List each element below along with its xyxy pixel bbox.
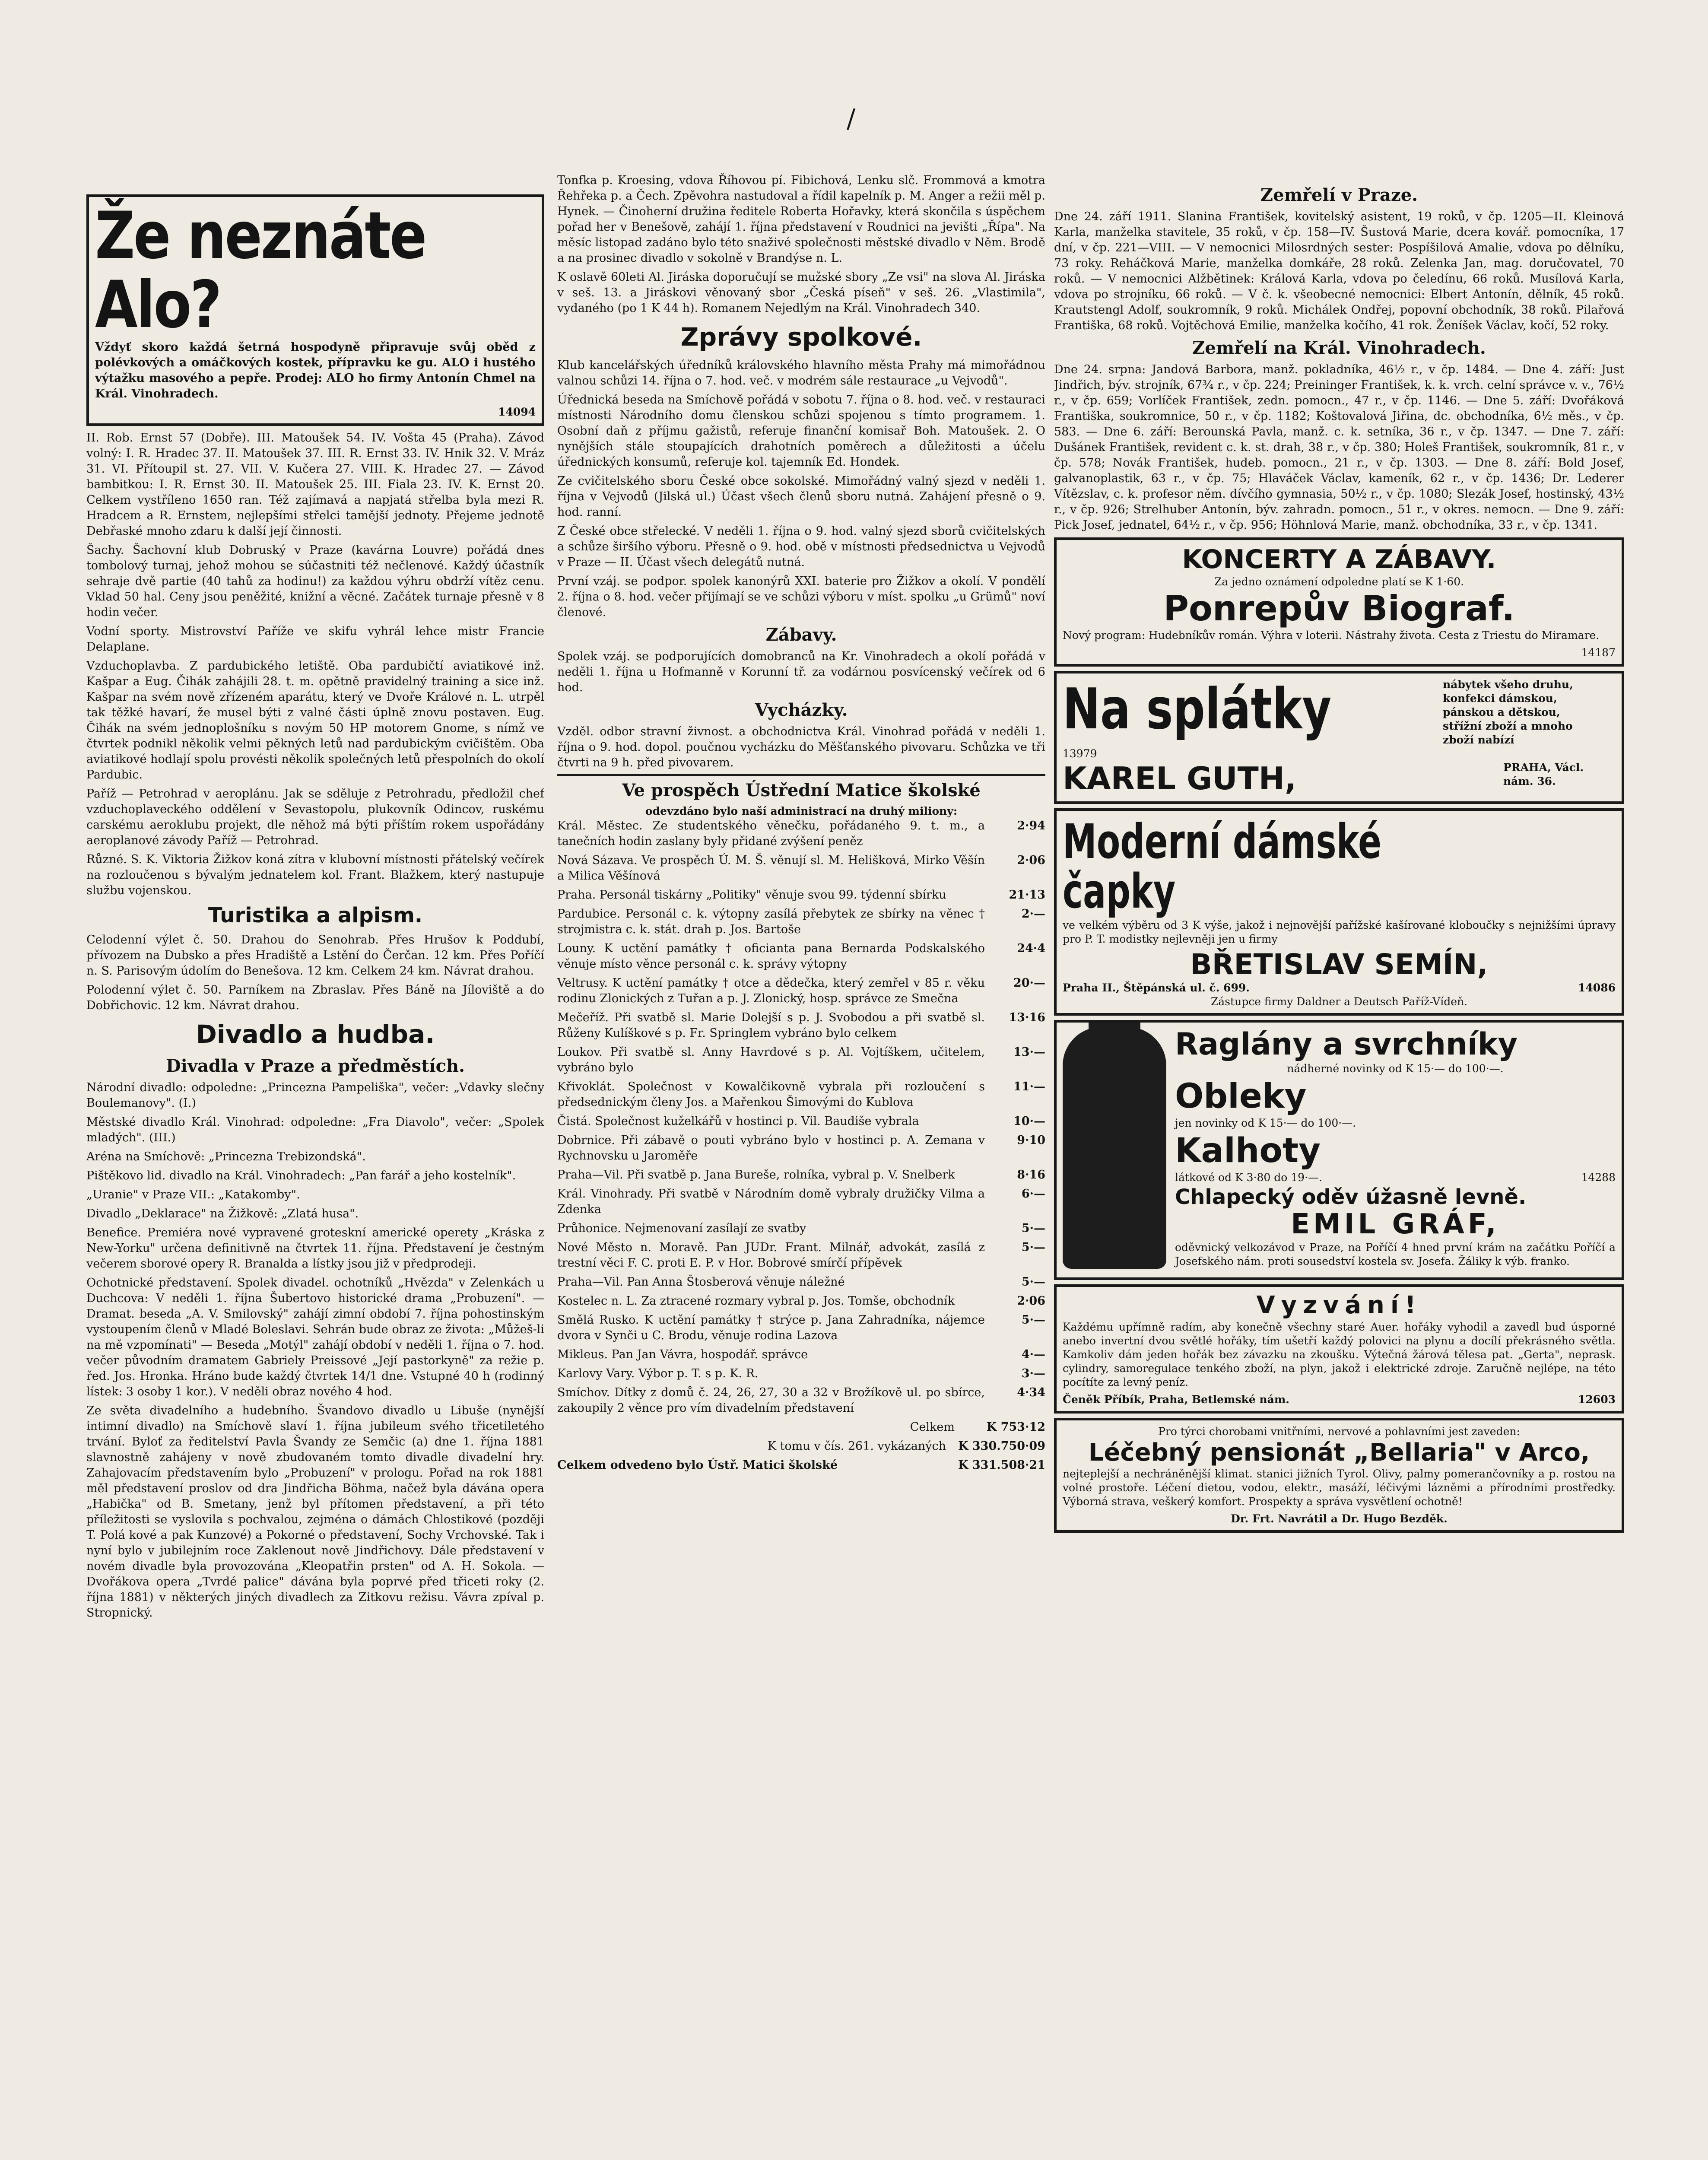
club-news-4: Z České obce střelecké. V neděli 1. října o 9. hod. valný sjezd sborů cvičitelských a schůze širšího výboru. Přesně o 9. hod. obě v místnosti předsednictva u Vejvodů v Praze — II. Účast všech delegátů nutná. [557, 524, 1045, 569]
theatre-deklarace: Divadlo „Deklarace" na Žižkově: „Zlatá husa". [86, 1207, 359, 1220]
aviation-news: Vzduchoplavba. Z pardubického letiště. Oba pardubičtí aviatikové inž. Kašpar a Eug. Čihák zahájili 28. t. m. opětně pravidelný training a sice inž. Kašpar na svém nově zřízeném aparátu, který ve Dvoře Králové n. L. utrpěl tak těžké havarí, že musel býti z valné části úplně znovu postaven. Eug. Čihák na svém jednoplošníku s novým 50 HP motorem Gnome, s nímž ve čtvrtek podnikl několik velmi pěkných letů nad pardubickým cvičištěm. Oba aviatikové hodlají spolu provésti několik společných letů přespolních do okolí Pardubic. [86, 659, 544, 781]
hats-ad [1054, 808, 1624, 1016]
theatre-world: Ze světa divadelního a hudebního. Švandovo divadlo u Libuše (nynější intimní divadlo) na Smíchově slaví 1. října jubileum svého třicetiletého trvání. Byloť za ředitelství Pavla Švandy ze Semčic (a) dne 1. října 1881 slavnostně zahájeny v nově zbudovaném tomto divadle divadelní hry. Zahajovacím představením bylo „Probuzení" v prologu. Pořad na rok 1881 měl představení proslov od dra Jindřicha Böhma, načež byla dávána opera „Habička" od B. Smetany, jenž byl přítomen představení, a při této příležitosti se vyslovila s pochvalou, zejména o dámách Chlostikové (později T. Polá kové a pak Kunzové) a Pokorné o představení, Sochy Vrchovské. Tak i nyní bylo v jubilejním roce Zaklenout nově Jindřichovy. Dále představení v novém divadle byla provozována „Kleopatřin prsten" od A. H. Sokola. — Dvořákova opera „Tvrdé palice" dávána byla poprvé před třiceti roky (2. října 1881) v některých jiných divadlech za Zitkovu režisu. Vávra zpíval p. Stropnický. [86, 1404, 544, 1620]
hats-title: Moderní dámské čapky [1063, 813, 1381, 919]
arco-ad [1054, 1418, 1624, 1533]
club-news-2: Úřednická beseda na Smíchově pořádá v sobotu 7. října o 8. hod. več. v restauraci místnosti Národního domu členskou schůzi spojenou s tímto programem. 1. Osobní daň z příjmu gažistů, referuje finanční komisař Boh. Matoušek. 2. O nynějších stále stoupajících drahotních poměrech a důležitosti a účelu úřednických konsumů, referuje kol. tajemník Ed. Hondek. [557, 393, 1045, 469]
theatre-pistek: Pištěkovo lid. divadlo na Král. Vinohradech: „Pan farář a jeho kostelník". [86, 1169, 516, 1182]
biograf-number: 14187 [1581, 646, 1616, 659]
donation-text: Nové Město n. Moravě. Pan JUDr. Frant. Milnář, advokát, zasílá z trestní věci F. C. proti E. P. v Hor. Bobrové smírčí přípěvek [557, 1241, 985, 1270]
donation-amount: 11·— [1013, 1080, 1045, 1093]
alo-ad-text: Vždyť skoro každá šetrná hospodyně připravuje svůj oběd z polévkových a omáčkových kostek, přípravku ke gu. ALO i hustého výtažku masového a pepře. Prodej: ALO ho firmy Antonín Chmel na Král. Vinohradech. [95, 340, 536, 400]
clubs-heading: Zprávy spolkové. [680, 322, 922, 352]
donation-amount: 9·10 [1017, 1134, 1045, 1147]
clothing-ad [1054, 1020, 1624, 1280]
donation-text: Mikleus. Pan Jan Vávra, hospodář. správce [557, 1348, 808, 1361]
hats-agent: Zástupce firmy Daldner a Deutsch Paříž-Vídeň. [1210, 995, 1468, 1008]
donation-row [557, 1045, 1045, 1076]
donation-amount: 13·16 [1009, 1011, 1045, 1024]
theatre-subheading: Divadla v Praze a předměstích. [165, 1056, 465, 1076]
donation-text: Průhonice. Nejmenovaní zasílají ze svatby [557, 1222, 806, 1235]
column-1 [86, 190, 544, 2160]
theatre-amateur: Ochotnické představení. Spolek divadel. ochotníků „Hvězda" v Zelenkách u Duchcova: V neděli 1. října Šubertovo historické drama „Probuzení". — Dramat. beseda „A. V. Smilovský" zahájí zimní období 7. října pohostinským vystoupením členů v Mladé Boleslavi. Sehrán bude obraz ze života: „Můžeš-li na mě vzpomínati" — Beseda „Motýl" zahájí období v neděli 1. října o 7. hod. večer původním dramatem Gabriely Preissové „Její pastorkyně" za režie p. řed. Jos. Hronka. Hráno bude každý čtvrtek 14/1 dne. Vstupné 40 h (rodinný lístek: 3 osoby 1 kor.). V neděli obraz nového 4 hod. [86, 1276, 544, 1398]
biograf-text: Nový program: Hudebníkův román. Výhra v loterii. Nástrahy života. Cesta z Triestu do Miramare. [1063, 629, 1600, 642]
gas-burner-firm: Čeněk Příbík, Praha, Betlemské nám. [1063, 1393, 1290, 1406]
arco-intro: Pro týrci chorobami vnitřními, nervové a pohlavními jest zaveden: [1158, 1425, 1520, 1438]
installments-number: 13979 [1063, 747, 1097, 760]
shooting-results: II. Rob. Ernst 57 (Dobře). III. Matoušek 54. IV. Vošta 45 (Praha). Závod volný: I. R. Hradec 37. II. Matoušek 37. III. R. Ernst 33. IV. Hnik 32. V. Mráz 31. VI. Přítoupil st. 27. VII. V. Kučera 27. VIII. K. Hradec 27. — Závod bambitkou: I. R. Ernst 30. II. Matoušek 25. III. Fiala 23. IV. K. Ernst 20. Celkem vystříleno 1650 ran. Též zajímavá a napjatá střelba byla mezi R. Hradcem a R. Ernstem, nejlepšími střelci tamější jednoty. Přejeme jednotě Debřaské mnoho zdaru k další její činnosti. [86, 431, 544, 538]
club-news-1: Klub kancelářských úředníků královského hlavního města Prahy má mimořádnou valnou schůzi 14. října o 7. hod. več. v modrém sále restaurace „u Vejvodů". [557, 359, 1045, 388]
hats-number: 14086 [1578, 981, 1616, 994]
donation-row [557, 818, 1045, 849]
donation-text: Pardubice. Personál c. k. výtopny zasílá přebytek ze sbírky na věnec † strojmistra c. k. stát. drah p. Jos. Bartoše [557, 907, 985, 936]
donation-text: Kostelec n. L. Za ztracené rozmary vybral p. Jos. Tomše, obchodník [557, 1294, 955, 1308]
donation-row [557, 906, 1045, 937]
column-3 [1054, 181, 1624, 2160]
alo-ad-number: 14094 [498, 406, 536, 418]
donations-total [557, 1420, 1045, 1435]
donation-amount: 13·— [1013, 1045, 1045, 1059]
matice-subheading: odevzdáno bylo naší administrací na druhý miliony: [645, 805, 958, 817]
alo-ad-title: Že neznáte Alo? [95, 198, 425, 343]
theatre-notes-2: K oslavě 60leti Al. Jiráska doporučují se mužské sbory „Ze vsi" na slova Al. Jiráska v seš. 13. a Jiráskovi věnovaný sbor „Česká píseň" v seš. 26. „Vlastimila", vydaného (po 1 K 44 h). Romanem Nejedlým na Král. Vinohradech 340. [557, 270, 1045, 315]
donation-amount: 6·— [1021, 1187, 1045, 1201]
donation-amount: 20·— [1013, 976, 1045, 990]
donation-text: Smělá Rusko. K uctění památky † strýce p. Jana Zahradníka, nájemce dvora v Synči u C. Brodu, věnuje rodina Lazova [557, 1313, 985, 1342]
donation-row [557, 941, 1045, 972]
total-amount: K 753·12 [986, 1420, 1045, 1434]
boys-clothing: Chlapecký oděv úžasně levně. [1175, 1185, 1527, 1210]
alo-ad [86, 194, 544, 426]
matice-heading: Ve prospěch Ústřední Matice školské [622, 780, 981, 800]
divider [557, 774, 1045, 776]
donation-row [557, 1240, 1045, 1271]
donation-row [557, 1133, 1045, 1164]
donation-amount: 5·— [1021, 1275, 1045, 1289]
arco-doctors: Dr. Frt. Navrátil a Dr. Hugo Bezděk. [1231, 1512, 1448, 1525]
donation-amount: 2·94 [1017, 819, 1045, 832]
theatre-notes-1: Tonfka p. Kroesing, vdova Říhovou pí. Fibichová, Lenku slč. Frommová a kmotra Řehřeka p. a Čech. Zpěvohra nastudoval a řídil kapelník p. M. Anger a režii měl p. Hynek. — Činoherní družina ředitele Roberta Hořavky, která skončila s úspěchem pořad her v Benešově, zahájí 1. října představení v Roudnici na jevišti „Řípa". Na měsíc listopad zadáno bylo této snaživé společnosti městské divadlo v Něm. Brodě a na prosinec divadlo v sokolně v Brandýse n. L. [557, 174, 1045, 265]
trousers-number: 14288 [1581, 1171, 1616, 1184]
donation-amount: 4·34 [1017, 1386, 1045, 1399]
donation-row [557, 1312, 1045, 1344]
donation-text: Karlovy Vary. Výbor p. T. s p. K. R. [557, 1367, 759, 1380]
gas-burner-title: Vyzvání! [1256, 1291, 1422, 1319]
tourism-trip-1: Celodenní výlet č. 50. Drahou do Senohrab. Přes Hrušov k Poddubí, přívozem na Dubsko a přes Hradiště a Lstění do Čerčan. 12 km. Přes Poříčí n. S. Parisovým údolím do Benešova. 12 km. Celkem 24 km. Návrat drahou. [86, 933, 544, 978]
gas-burner-signature [1063, 1393, 1616, 1407]
club-news-3: Ze cvičitelského sboru České obce sokolské. Mimořádný valný sjezd v neděli 1. října v Vejvodů (Jilská ul.) Účast všech členů sboru nutná. Zahájení přesně o 9. hod. ranní. [557, 474, 1045, 519]
donation-row [557, 1366, 1045, 1382]
trousers-text: látkové od K 3·80 do 19·—. [1175, 1171, 1322, 1184]
gas-burner-number: 12603 [1578, 1393, 1616, 1406]
biograf-title: Ponrepův Biograf. [1163, 588, 1515, 629]
misc-news: Různé. S. K. Viktoria Žižkov koná zítra v klubovní místnosti přátelský večírek na rozloučenou s bývalým jednatelem kol. Frant. Blažkem, který nastupuje službu vojenskou. [86, 853, 544, 897]
deaths-vinohrady-text: Dne 24. srpna: Jandová Barbora, manž. pokladníka, 46½ r., v čp. 1484. — Dne 4. září: Just Jindřich, býv. strojník, 67¾ r., v čp. 224; Preininger František, k. k. vrch. celní správce v. v., 76½ r., v čp. 659; Vorlíček František, zedn. pomocn., 47 r., v čp. 1146. — Dne 5. září: Dvořáková Františka, soukromnice, 50 r., v čp. 1182; Koštovalová Jiřina, dc. obchodníka, 6½ měs., v čp. 583. — Dne 6. září: Berounská Pavla, manž. c. k. setníka, 36 r., v čp. 1347. — Dne 7. září: Dušánek František, revident c. k. st. drah, 38 r., v čp. 380; Holeš František, soukromník, 81 r., v čp. 578; Novák František, hudeb. pomocn., 21 r., v čp. 1303. — Dne 8. září: Bold Josef, galvanoplastik, 63 r., v čp. 75; Hlaváček Václav, kameník, 62 r., v čp. 1436; Dr. Lederer Vítězslav, c. k. profesor něm. dívčího gymnasia, 50½ r., v čp. 1080; Slezák Josef, hostinský, 43½ r., v čp. 926; Strelhuber Antonín, býv. zahradn. pomocn., 51 r., v okres. nemocn. — Dne 9. září: Pick Josef, jednatel, 64½ r., v čp. 956; Höhnlová Marie, manž. obchodníka, 33 r., v čp. 1341. [1054, 363, 1624, 532]
donation-row [557, 1347, 1045, 1363]
trousers-title: Kalhoty [1175, 1131, 1321, 1171]
donation-amount: 2·06 [1017, 1294, 1045, 1308]
raglan-title: Raglány a svrchníky [1175, 1026, 1518, 1062]
donation-row [557, 1114, 1045, 1129]
concerts-heading: KONCERTY A ZÁBAVY. [1182, 544, 1496, 575]
donation-text: Smíchov. Dítky z domů č. 24, 26, 27, 30 a 32 v Brožíkově ul. po sbírce, zakoupily 2 věnce pro vím divadelním představení [557, 1386, 985, 1415]
theatre-uranie: „Uranie" v Praze VII.: „Katakomby". [86, 1188, 300, 1201]
gas-burner-ad [1054, 1284, 1624, 1414]
donation-row [557, 1167, 1045, 1183]
donation-amount: 8·16 [1017, 1168, 1045, 1182]
total-label: Celkem [910, 1420, 955, 1434]
hats-firm: BŘETISLAV SEMÍN, [1190, 947, 1488, 981]
donation-amount: 21·13 [1009, 888, 1045, 902]
donations-grand-total [557, 1458, 1045, 1473]
suits-title: Obleky [1175, 1077, 1307, 1116]
installments-address: PRAHA, Václ. nám. 36. [1503, 761, 1584, 788]
hats-address: Praha II., Štěpánská ul. č. 699. [1063, 981, 1250, 994]
hats-address-row [1063, 981, 1616, 995]
theatre-benefit: Benefice. Premiéra nové vypravené groteskní americké operety „Kráska z New-Yorku" určena definitivně na čtvrtek 11. října. Představení je čestným večerem sborové opery R. Branalda a lístky jsou již v předprodeji. [86, 1226, 544, 1271]
theatre-heading: Divadlo a hudba. [196, 1020, 435, 1049]
donation-text: Praha. Personál tiskárny „Politiky" věnuje svou 99. týdenní sbírku [557, 888, 946, 902]
prior-label: K tomu v čís. 261. vykázaných [767, 1439, 946, 1453]
donation-text: Křivoklát. Společnost v Kowalčikovně vybrala při rozloučení s předsednickým členy Jos. a Mařenkou Šimovými do Kublova [557, 1080, 985, 1109]
chess-news: Šachy. Šachovní klub Dobruský v Praze (kavárna Louvre) pořádá dnes tombolový turnaj, jehož mohou se súčastniti též nečlenové. Každý účastník sehraje dvě partie (40 tahů za hodinu!) za každou výhru obdrží vítěz cenu. Vklad 50 hal. Ceny jsou peněžité, knižní a věcné. Začátek turnaje přesně v 8 hodin večer. [86, 543, 544, 619]
installments-firm: KAREL GUTH, [1063, 760, 1297, 797]
donation-amount: 2·06 [1017, 854, 1045, 867]
donation-amount: 5·— [1021, 1241, 1045, 1254]
gentleman-figure-icon [1063, 1027, 1166, 1269]
donation-row [557, 853, 1045, 884]
installments-ad [1054, 671, 1624, 804]
theatre-national: Národní divadlo: odpoledne: „Princezna Pampeliška", večer: „Vdavky slečny Boulemanovy". (I.) [86, 1081, 544, 1110]
donation-row [557, 1010, 1045, 1041]
concerts-note: Za jedno oznámení odpoledne platí se K 1·60. [1214, 575, 1464, 588]
raglan-text: nádherné novinky od K 15·— do 100·—. [1287, 1062, 1504, 1075]
donation-text: Král. Městec. Ze studentského věnečku, pořádaného 9. t. m., a tanečních hodin zaslany byly přidané zvýšení peněz [557, 819, 985, 848]
club-news-6: Spolek vzáj. se podporujících domobranců na Kr. Vinohradech a okolí pořádá v neděli 1. října u Hofmanně v Korunní tř. za vodárnou posvícenský večírek od 6 hod. [557, 650, 1045, 694]
theatre-smichov: Aréna na Smíchově: „Princezna Trebizondská". [86, 1150, 366, 1163]
trousers-row [1175, 1171, 1616, 1185]
gas-burner-text: Každému upřímně radím, aby konečně všechny staré Auer. hořáky vyhodil a zavedl bud úsporné anebo invertní dvou světlé hořáky, tím ušetří každý polovici na plynu a docílí překrásného světla. Kamkoliv dám jeden hořák bez závazku na zkoušku. Výtečná žárová tělesa pat. „Gerta", neprask. cylindry, samoregulace tenkého zboží, na plyn, jakož i elektrické zdroje. Zaručně nejlépe, na této pocítíte za levný peníz. [1063, 1320, 1616, 1388]
donations-prior [557, 1439, 1045, 1454]
donation-row [557, 975, 1045, 1007]
donation-text: Loukov. Při svatbě sl. Anny Havrdové s p. Al. Vojtíškem, učitelem, vybráno bylo [557, 1045, 985, 1074]
donation-row [557, 1221, 1045, 1236]
club-news-5: První vzáj. se podpor. spolek kanonýrů XXI. baterie pro Žižkov a okolí. V pondělí 2. října o 8. hod. večer přijímají se ve schůzi výboru v míst. spolku „u Grümů" noví členové. [557, 575, 1045, 619]
grand-label: Celkem odvedeno bylo Ústř. Matici školské [557, 1458, 838, 1472]
installments-side: nábytek všeho druhu, konfekci dámskou, pánskou a dětskou, střížní zboží a mnoho zboží nabízí [1443, 678, 1573, 746]
concerts-box [1054, 537, 1624, 667]
donation-amount: 3·— [1021, 1367, 1045, 1380]
hats-text: ve velkém výběru od 3 K výše, jakož i nejnovější pařížské kašírované kloboučky s nejnižšími úpravy pro P. T. modistky nejlevněji jen u firmy [1063, 918, 1616, 945]
donation-text: Praha—Vil. Při svatbě p. Jana Bureše, rolníka, vybral p. V. Snelberk [557, 1168, 955, 1182]
deaths-prague-heading: Zemřelí v Praze. [1260, 185, 1418, 205]
tourism-trip-2: Polodenní výlet č. 50. Parníkem na Zbraslav. Přes Báně na Jíloviště a do Dobřichovic. 12 km. Návrat drahou. [86, 983, 544, 1012]
donation-text: Král. Vinohrady. Při svatbě v Národním domě vybraly družičky Vilma a Zdenka [557, 1187, 985, 1216]
donation-text: Dobrnice. Při zábavě o pouti vybráno bylo v hostinci p. A. Zemana v Rychnovsku u Jaroměře [557, 1134, 985, 1163]
donation-amount: 24·4 [1017, 942, 1045, 955]
donation-amount: 2·— [1021, 907, 1045, 921]
arco-text: nejteplejší a nechráněnější klimat. stanici jižních Tyrol. Olivy, palmy pomerančovníky a p. rostou na volné prostoře. Léčení dietou, vodou, elektr., masáží, léčivými lázněmi a přírodními prostředky. Výborná strava, veškerý komfort. Prospekty a správa vysvětlení ochotně! [1063, 1468, 1616, 1508]
donations-list [557, 818, 1045, 1416]
emil-graf-text: oděvnický velkozávod v Praze, na Poříčí 4 hned první krám na začátku Poříčí a Josefského nám. proti sousedství kostela sv. Josefa. Žáliky k výb. franko. [1175, 1241, 1616, 1267]
entertainment-heading: Zábavy. [765, 625, 837, 645]
excursions-heading: Vycházky. [755, 700, 848, 720]
donation-amount: 5·— [1021, 1313, 1045, 1327]
donation-text: Praha—Vil. Pan Anna Štosberová věnuje náležné [557, 1275, 845, 1289]
donation-row [557, 1274, 1045, 1290]
column-2 [557, 173, 1045, 2160]
suits-text: jen novinky od K 15·— do 100·—. [1175, 1117, 1356, 1130]
grand-amount: K 331.508·21 [958, 1458, 1045, 1472]
donation-text: Čistá. Společnost kuželkářů v hostinci p. Vil. Baudiše vybrala [557, 1115, 919, 1128]
installments-title: Na splátky [1063, 676, 1332, 742]
donation-row [557, 1385, 1045, 1416]
donation-text: Louny. K uctění památky † oficianta pana Bernarda Podskalského věnuje místo věnce personál c. k. správy výtopny [557, 942, 985, 971]
donation-row [557, 1293, 1045, 1309]
donation-amount: 4·— [1021, 1348, 1045, 1361]
arco-title: Léčebný pensionát „Bellaria" v Arco, [1088, 1438, 1590, 1467]
donation-text: Veltrusy. K uctění památky † otce a dědečka, který zemřel v 85 r. věku rodinu Zlonických z Tuřan a p. J. Zlonický, hosp. správce ze Smečna [557, 976, 985, 1005]
paris-petersburg-news: Paříž — Petrohrad v aeroplánu. Jak se sděluje z Petrohradu, předložil chef vzduchoplaveckého oddělení v Sevastopolu, plukovník Odincov, ruskému carskému aeroklubu projekt, dle něhož má býti příštím rokem uspořádány aeroplanové závody Paříž — Petrohrad. [86, 787, 544, 847]
donation-text: Mečeříž. Při svatbě sl. Marie Dolejší s p. J. Svobodou a při svatbě sl. Růženy Kulíškové s p. Fr. Springlem vybráno bylo celkem [557, 1011, 985, 1040]
tourism-heading: Turistika a alpism. [208, 903, 423, 928]
header-mark: / [847, 104, 856, 134]
donation-row [557, 887, 1045, 903]
deaths-vinohrady-heading: Zemřelí na Král. Vinohradech. [1192, 338, 1486, 358]
club-news-7: Vzděl. odbor stravní živnost. a obchodnictva Král. Vinohrad pořádá v neděli 1. října o 9. hod. dopol. poučnou vycházku do Měšťanského pivovaru. Schůzka ve tři čtvrti na 9 h. před pivovarem. [557, 725, 1045, 769]
donation-amount: 5·— [1021, 1222, 1045, 1235]
prior-amount: K 330.750·09 [958, 1439, 1045, 1453]
deaths-prague-text: Dne 24. září 1911. Slanina František, kovitelský asistent, 19 roků, v čp. 1205—II. Kleinová Karla, manželka stavitele, 35 roků, v čp. 158—IV. Šustová Marie, dcera kovář. pomocníka, 17 dní, v čp. 221—VIII. — V nemocnici Milosrdných sester: Pospíšilová Amalie, vdova po dělníku, 73 roky. Reháčková Marie, manželka domkáře, 28 roků. Zelenka Jan, mag. doručovatel, 70 roků. — V nemocnici Alžbětinek: Králová Karla, vdova po čeledínu, 66 roků. Musílová Karla, vdova po strojníku, 66 roků. — V č. k. všeobecné nemocnici: Elbert Antonín, dělník, 45 roků. Krautstengl Adolf, soukromník, 9 roků. Michálek Ondřej, popovní obchodník, 38 roků. Pilařová Františka, 68 roků. Vojtěchová Emilie, manželka kočího, 41 rok. Ženíšek Václav, kočí, 52 roky. [1054, 210, 1624, 332]
donation-row [557, 1186, 1045, 1217]
theatre-vinohrady: Městské divadlo Král. Vinohrad: odpoledne: „Fra Diavolo", večer: „Spolek mladých". (III.) [86, 1115, 544, 1144]
donation-row [557, 1079, 1045, 1110]
emil-graf-name: EMIL GRÁF, [1291, 1208, 1500, 1240]
donation-amount: 10·— [1013, 1115, 1045, 1128]
water-sports-news: Vodní sporty. Mistrovství Paříže ve skifu vyhrál lehce mistr Francie Delaplane. [86, 625, 544, 654]
donation-text: Nová Sázava. Ve prospěch Ú. M. Š. věnují sl. M. Helišková, Mirko Věšín a Milica Věšínová [557, 854, 985, 883]
